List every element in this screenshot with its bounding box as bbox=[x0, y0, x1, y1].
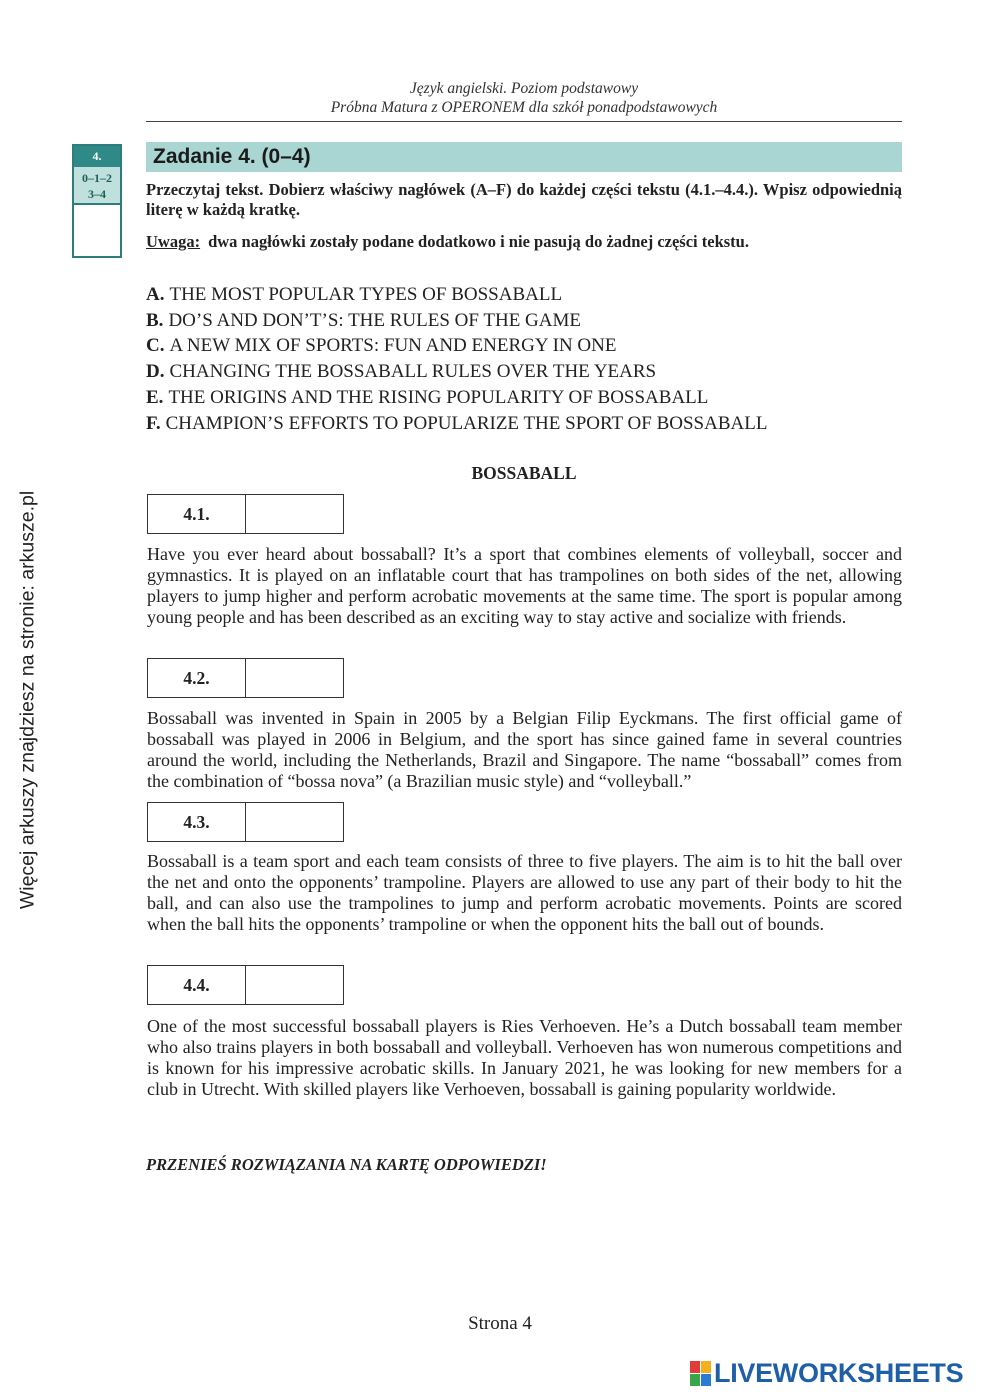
section-text-4-2: Bossaball was invented in Spain in 2005 by a Belgian Filip Eyckmans. The first official game of bossaball was played in 2006 in Belgium, and the sport has since gained fame in several countries around the world, including the Netherlands, Brazil and Singapore. The name “bossaball” comes from the combination of “bossa nova” (a Brazilian music style) and “volleyball.” bbox=[147, 708, 902, 791]
logo-tile-v bbox=[690, 1374, 700, 1386]
heading-letter: E. bbox=[146, 386, 164, 408]
score-range-line2: 3–4 bbox=[88, 187, 106, 201]
heading-letter: B. bbox=[146, 309, 164, 331]
heading-option-f bbox=[146, 411, 902, 437]
heading-text: CHAMPION’S EFFORTS TO POPULARIZE THE SPORT OF BOSSABALL bbox=[165, 412, 768, 434]
section-text-4-4: One of the most successful bossaball players is Ries Verhoeven. He’s a Dutch bossaball team member who also trains players in both bossaball and volleyball. Verhoeven has won numerous competitions and is known for his impressive acrobatic skills. In January 2021, he was looking for new members for a club in Utrecht. With skilled players like Verhoeven, bossaball is gaining popularity worldwide. bbox=[147, 1016, 902, 1099]
task-note bbox=[146, 232, 902, 252]
section-text-4-1: Have you ever heard about bossaball? It’s a sport that combines elements of volleyball, soccer and gymnastics. It is played on an inflatable court that has trampolines on both sides of the net, allowing players to jump higher and perform acrobatic movements at the same time. The sport is popular among young people and has been described as an exciting way to stay active and socialize with friends. bbox=[147, 544, 902, 627]
score-task-number: 4. bbox=[74, 146, 120, 167]
heading-letter: C. bbox=[146, 335, 165, 357]
score-range bbox=[74, 167, 120, 205]
liveworksheets-logo bbox=[690, 1358, 963, 1389]
heading-option-c bbox=[146, 333, 902, 359]
liveworksheets-logo-text: LIVEWORKSHEETS bbox=[714, 1358, 964, 1388]
header-subject: Język angielski. Poziom podstawowy bbox=[409, 80, 639, 97]
heading-letter: D. bbox=[146, 361, 165, 383]
header-divider bbox=[146, 121, 902, 122]
transfer-note: PRZENIEŚ ROZWIĄZANIA NA KARTĘ ODPOWIEDZI! bbox=[146, 1155, 547, 1174]
logo-tile-e bbox=[701, 1374, 711, 1386]
heading-text: THE MOST POPULAR TYPES OF BOSSABALL bbox=[169, 284, 563, 305]
heading-text: A NEW MIX OF SPORTS: FUN AND ENERGY IN ONE bbox=[169, 335, 617, 357]
heading-letter: F. bbox=[146, 412, 161, 434]
answer-box-4-4 bbox=[147, 965, 344, 1005]
answer-label: 4.3. bbox=[148, 803, 246, 841]
side-note: Więcej arkuszy znajdziesz na stronie: arkusze.pl bbox=[16, 490, 39, 910]
score-box bbox=[72, 144, 122, 258]
liveworksheets-logo-icon bbox=[690, 1361, 711, 1386]
heading-text: CHANGING THE BOSSABALL RULES OVER THE YEARS bbox=[169, 361, 657, 383]
heading-option-e bbox=[146, 385, 902, 411]
answer-input-4-3[interactable] bbox=[246, 803, 343, 841]
heading-text: THE ORIGINS AND THE RISING POPULARITY OF BOSSABALL bbox=[168, 386, 709, 408]
score-input-field[interactable] bbox=[74, 205, 120, 256]
page-header bbox=[146, 79, 902, 117]
answer-input-4-1[interactable] bbox=[246, 495, 343, 533]
text-title: BOSSABALL bbox=[471, 463, 577, 483]
answer-label: 4.4. bbox=[148, 966, 246, 1004]
score-range-line1: 0–1–2 bbox=[82, 171, 112, 185]
section-text-4-3: Bossaball is a team sport and each team consists of three to five players. The aim is to hit the ball over the net and onto the opponents’ trampoline. Players are allowed to use any part of their body to hit the ball, and can also use the trampolines to jump and perform acrobatic movements. Points are scored when the ball hits the opponents’ trampoline or when the opponent hits the ball out of bounds. bbox=[147, 851, 902, 934]
heading-option-a bbox=[146, 282, 902, 308]
answer-box-4-2 bbox=[147, 658, 344, 698]
logo-tile-i bbox=[701, 1361, 711, 1373]
answer-input-4-4[interactable] bbox=[246, 966, 343, 1004]
answer-input-4-2[interactable] bbox=[246, 659, 343, 697]
header-exam: Próbna Matura z OPERONEM dla szkół ponadpodstawowych bbox=[330, 99, 718, 116]
heading-option-b bbox=[146, 308, 902, 334]
answer-label: 4.1. bbox=[148, 495, 246, 533]
note-text: dwa nagłówki zostały podane dodatkowo i nie pasują do żadnej części tekstu. bbox=[208, 232, 749, 251]
answer-box-4-1 bbox=[147, 494, 344, 534]
answer-box-4-3 bbox=[147, 802, 344, 842]
task-instruction: Przeczytaj tekst. Dobierz właściwy nagłówek (A–F) do każdej części tekstu (4.1.–4.4.). Wpisz odpowiednią literę w każdą kratkę. bbox=[146, 180, 902, 219]
logo-tile-l bbox=[690, 1361, 700, 1373]
heading-text: DO’S AND DON’T’S: THE RULES OF THE GAME bbox=[168, 309, 581, 331]
headings-list bbox=[146, 282, 902, 436]
note-label: Uwaga: bbox=[146, 232, 201, 251]
heading-option-d bbox=[146, 359, 902, 385]
task-title: Zadanie 4. (0–4) bbox=[146, 142, 902, 172]
answer-label: 4.2. bbox=[148, 659, 246, 697]
page-number: Strona 4 bbox=[468, 1313, 532, 1334]
heading-letter: A. bbox=[146, 284, 165, 305]
